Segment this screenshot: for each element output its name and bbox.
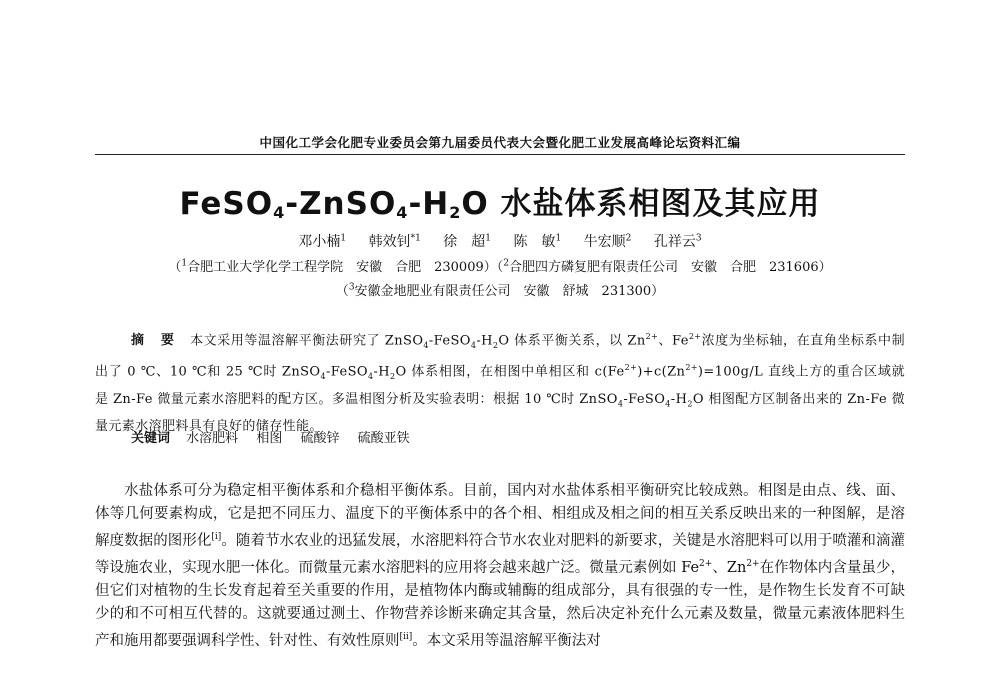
keyword: 硫酸锌 [300, 431, 340, 446]
citation: [i] [211, 532, 222, 542]
author: 邓小楠$^1$ [298, 233, 347, 250]
keyword: 硫酸亚铁 [357, 431, 410, 446]
title-part: FeSO [179, 186, 274, 222]
abstract-label: 摘 要 [131, 333, 181, 349]
author-list [0, 231, 1000, 251]
running-header: 中国化工学会化肥专业委员会第九届委员代表大会暨化肥工业发展高峰论坛资料汇编 [259, 135, 741, 150]
author: 徐 超$^1$ [443, 233, 492, 250]
title-subscript: 4 [273, 203, 286, 222]
header-rule [95, 154, 905, 155]
keywords [131, 427, 424, 446]
title-part: O 水盐体系相图及其应用 [461, 186, 821, 222]
title-part: -ZnSO [285, 186, 397, 222]
title-subscript: 4 [396, 203, 409, 222]
paper-title [0, 178, 1000, 223]
body-text [95, 480, 905, 652]
author: 陈 敏$^1$ [513, 233, 562, 250]
author: 牛宏顺$^2$ [583, 233, 632, 250]
title-part: -H [408, 186, 450, 222]
author: 孔祥云$^3$ [653, 233, 702, 250]
citation: [ii] [399, 631, 413, 642]
keyword: 相图 [256, 431, 283, 446]
affiliation-line-2: （$^3$安徽金地肥业有限责任公司 安徽 舒城 231300） [335, 282, 665, 299]
title-subscript: 2 [449, 203, 462, 222]
keyword: 水溶肥料 [186, 431, 239, 446]
abstract: 摘 要 本文采用等温溶解平衡法研究了 $ZnSO_4-FeSO_4-H_2O$ 体系平衡关系，以 $Zn^{2+}$、$Fe^{2+}$浓度为坐标轴，在直角坐标系中制出了 0 ℃、10 ℃和 25 ℃时 $ZnSO_4-FeSO_4-H_2O$ 体系相图，在相图中单相区和 $c(Fe^{2+})+c(Zn^{2+})=100g/L$ 直线上方的重合区域就是 Zn-Fe 微量元素水溶肥料的配方区。多温相图分析及实验表明：根据 10 ℃时 $ZnSO_4-FeSO_4-H_2O$ 相图配方区制备出来的 Zn-Fe 微量元素水溶肥料具有良好的储存性能。 [95, 332, 906, 434]
keywords-label: 关键词 [131, 431, 171, 446]
body-paragraph: 水盐体系可分为稳定相平衡体系和介稳相平衡体系。目前，国内对水盐体系相平衡研究比较成熟。相图是由点、线、面、体等几何要素构成，它是把不同压力、温度下的平衡体系中的各个相、相组成及相之间的相互关系反映出来的一种图解，是溶解度数据的图形化[i]。随着节水农业的迅猛发展，水溶肥料符合节水农业对肥料的新要求，关键是水溶肥料可以用于喷灌和滴灌等设施农业，实现水肥一体化。而微量元素水溶肥料的应用将会越来越广泛。微量元素例如 $Fe^{2+}$、$Zn^{2+}$在作物体内含量虽少，但它们对植物的生长发育起着至关重要的作用，是植物体内酶或辅酶的组成部分，具有很强的专一性，是作物生长发育不可缺少的和不可相互代替的。这就要通过测土、作物营养诊断来确定其含量，然后决定补充什么元素及数量，微量元素液体肥料生产和施用都要强调科学性、针对性、有效性原则[ii]。本文采用等温溶解平衡法对 [95, 483, 906, 649]
author: 韩效钊$^{*1}$ [368, 233, 421, 250]
affiliation-line-1: （$^1$合肥工业大学化学工程学院 安徽 合肥 230009）（$^2$合肥四方磷复肥有限责任公司 安徽 合肥 231606） [168, 258, 832, 275]
